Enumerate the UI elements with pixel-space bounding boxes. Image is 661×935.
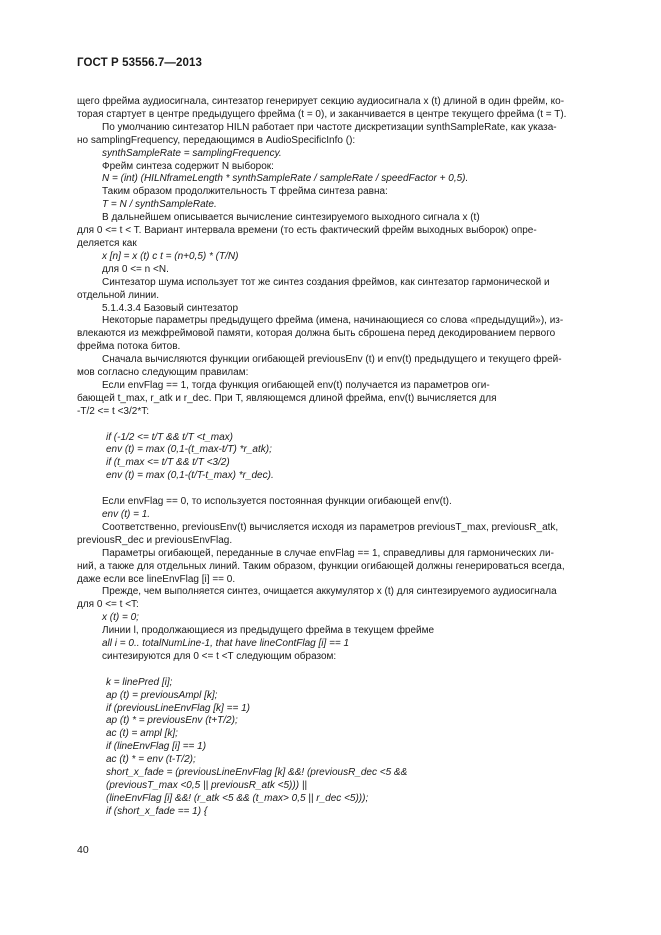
text-line: Некоторые параметры предыдущего фрейма (имена, начинающиеся со слова «предыдущий»), из-	[102, 315, 564, 327]
text-line: отдельной линии.	[77, 289, 160, 301]
code-line: if (t_max <= t/T && t/T <3/2)	[106, 457, 230, 469]
code-line: ap (t) = previousAmpl [k];	[106, 689, 218, 701]
text-line: влекаются из межфреймовой памяти, которая должна быть сброшена перед декодированием первого	[77, 328, 556, 340]
formula-line: all i = 0.. totalNumLine-1, that have lineContFlag [i] == 1	[102, 638, 350, 650]
code-line: k = linePred [i];	[106, 676, 173, 688]
text-line: даже если все lineEnvFlag [i] == 0.	[77, 573, 236, 585]
formula-line: T = N / synthSampleRate.	[102, 199, 217, 211]
code-line: (lineEnvFlag [i] &&! (r_atk <5 && (t_max> 0,5 || r_dec <5)));	[106, 792, 369, 804]
text-line: мов согласно следующим правилам:	[77, 367, 249, 379]
spacer	[77, 419, 617, 432]
text-line: По умолчанию синтезатор HILN работает при частоте дискретизации synthSampleRate, как указа-	[102, 121, 557, 133]
text-line: для 0 <= n <N.	[102, 263, 169, 275]
text-line: Линии l, продолжающиеся из предыдущего фрейма в текущем фрейме	[102, 625, 435, 637]
text-line: синтезируются для 0 <= t <T следующим образом:	[102, 650, 337, 662]
page-number: 40	[77, 844, 89, 856]
code-line: (previousT_max <0,5 || previousR_atk <5))) ||	[106, 779, 308, 791]
formula-line: x [n] = x (t) с t = (n+0,5) * (T/N)	[102, 250, 239, 262]
formula-line: env (t) = 1.	[102, 508, 151, 520]
text-line: но samplingFrequency, передающимся в AudioSpecificInfo ():	[77, 134, 356, 146]
section-heading: 5.1.4.3.4 Базовый синтезатор	[102, 302, 239, 314]
text-line: Синтезатор шума использует тот же синтез создания фреймов, как синтезатор гармонической и	[102, 276, 550, 288]
code-line: env (t) = max (0,1-(t_max-t/T) *r_atk);	[106, 444, 272, 456]
code-line: ac (t) * = env (t-T/2);	[106, 754, 196, 766]
text-line: щего фрейма аудиосигнала, синтезатор генерирует секцию аудиосигнала x (t) длиной в один фрейм, ко-	[77, 96, 565, 107]
text-line: для 0 <= t <T:	[77, 599, 139, 611]
text-line: фрейма потока битов.	[77, 341, 181, 353]
document-header: ГОСТ Р 53556.7—2013	[77, 57, 202, 69]
text-line: Параметры огибающей, переданные в случае envFlag == 1, справедливы для гармонических ли-	[102, 547, 554, 559]
spacer	[77, 483, 617, 496]
code-line: if (previousLineEnvFlag [k] == 1)	[106, 702, 250, 714]
formula-line: x (t) = 0;	[102, 612, 139, 624]
text-line: Соответственно, previousEnv(t) вычисляется исходя из параметров previousT_max, previousR_atk,	[102, 521, 559, 533]
text-line: Фрейм синтеза содержит N выборок:	[102, 160, 274, 172]
code-line: env (t) = max (0,1-(t/T-t_max) *r_dec).	[106, 470, 274, 482]
text-line: -T/2 <= t <3/2*T:	[77, 405, 149, 417]
text-line: previousR_dec и previousEnvFlag.	[77, 534, 233, 546]
formula-line: synthSampleRate = samplingFrequency.	[102, 147, 282, 159]
spacer	[77, 664, 617, 677]
code-line: short_x_fade = (previousLineEnvFlag [k] &&! (previousR_dec <5 &&	[106, 767, 408, 779]
body-text	[77, 96, 617, 819]
code-line: if (short_x_fade == 1) {	[106, 805, 208, 817]
code-line: ap (t) * = previousEnv (t+T/2);	[106, 715, 238, 727]
text-line: Прежде, чем выполняется синтез, очищается аккумулятор x (t) для синтезируемого аудиосигнала	[102, 586, 557, 598]
text-line: Сначала вычисляются функции огибающей previousEnv (t) и env(t) предыдущего и текущего фрей-	[102, 354, 562, 366]
text-line: деляется как	[77, 237, 137, 249]
text-line: бающей t_max, r_atk и r_dec. При T, являющемся длиной фрейма, env(t) вычисляется для	[77, 392, 497, 404]
code-line: if (-1/2 <= t/T && t/T <t_max)	[106, 431, 233, 443]
text-line: для 0 <= t < T. Вариант интервала времени (то есть фактический фрейм выходных выборок) опре-	[77, 225, 537, 237]
text-line: В дальнейшем описывается вычисление синтезируемого выходного сигнала x (t)	[102, 212, 480, 224]
text-line: торая стартует в центре предыдущего фрейма (t = 0), и заканчивается в центре текущего фрейма (t = T).	[77, 108, 567, 120]
formula-line: N = (int) (HILNframeLength * synthSampleRate / sampleRate / speedFactor + 0,5).	[102, 173, 469, 185]
text-line: ний, а также для отдельных линий. Таким образом, функции огибающей должны генерироваться всегда,	[77, 560, 565, 572]
text-line: Если envFlag == 1, тогда функция огибающей env(t) получается из параметров оги-	[102, 379, 490, 391]
text-line: Если envFlag == 0, то используется постоянная функции огибающей env(t).	[102, 496, 452, 508]
code-line: if (lineEnvFlag [i] == 1)	[106, 741, 207, 753]
code-line: ac (t) = ampl [k];	[106, 728, 178, 740]
text-line: Таким образом продолжительность T фрейма синтеза равна:	[102, 186, 388, 198]
